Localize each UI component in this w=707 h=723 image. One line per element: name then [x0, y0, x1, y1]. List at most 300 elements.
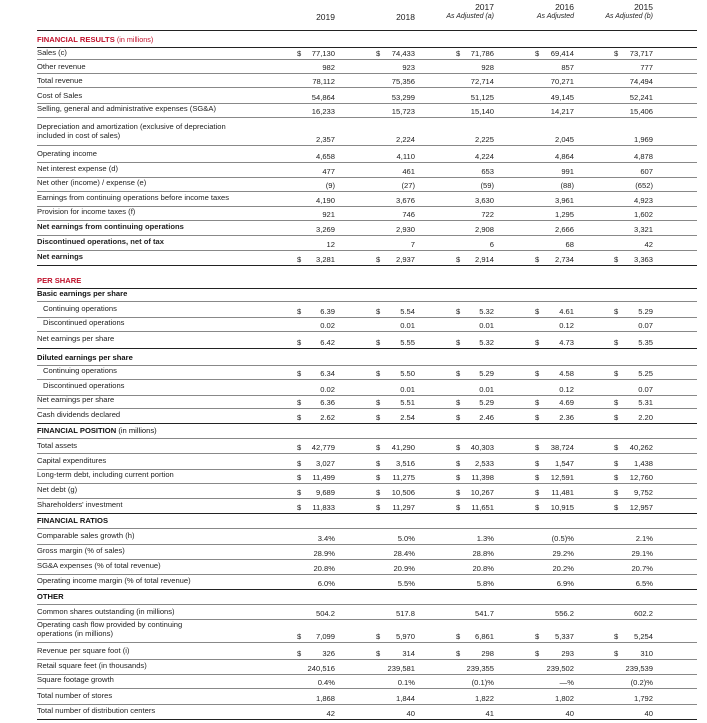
value-cell — [297, 675, 335, 688]
value-cell — [614, 62, 653, 73]
value-cell — [376, 237, 415, 250]
row-35 — [37, 576, 697, 589]
value-cell — [297, 485, 335, 498]
cell-value: 991 — [561, 167, 574, 176]
dollar-sign: $ — [535, 398, 540, 407]
cell-value: 11,481 — [551, 488, 574, 497]
value-cell — [614, 607, 653, 619]
row-label — [37, 395, 114, 407]
cell-value: 477 — [322, 167, 335, 176]
cell-value: 4.61 — [559, 307, 574, 316]
value-cell — [535, 706, 574, 719]
row-label — [43, 304, 117, 316]
value-cell — [614, 304, 653, 317]
cell-value: 29.2% — [552, 549, 574, 558]
cell-value: 6,861 — [474, 632, 494, 641]
cell-value: 6 — [489, 240, 494, 249]
row-label-text: Net debt (g) — [37, 485, 78, 494]
dollar-sign: $ — [535, 503, 540, 512]
value-cell — [456, 91, 494, 103]
value-cell — [376, 441, 415, 453]
cell-value: 5.25 — [638, 369, 653, 378]
row-rule — [37, 73, 697, 74]
cell-value: 20.8% — [472, 564, 494, 573]
value-cell — [614, 149, 653, 162]
value-cell — [376, 304, 415, 317]
value-cell — [614, 222, 653, 235]
cell-value: 653 — [481, 167, 494, 176]
value-cell — [376, 193, 415, 206]
value-cell — [535, 366, 574, 379]
value-cell — [456, 164, 494, 177]
cell-value: 722 — [481, 210, 494, 219]
cell-value: 5,254 — [633, 632, 653, 641]
cell-value: 72,714 — [470, 77, 494, 86]
cell-value: 70,271 — [550, 77, 574, 86]
row-7 — [37, 149, 697, 162]
row-rule — [37, 59, 697, 60]
section-title-text: FINANCIAL RESULTS — [37, 35, 115, 44]
value-cell — [297, 62, 335, 73]
cell-value: 326 — [322, 649, 335, 658]
row-15 — [37, 276, 697, 288]
value-cell — [297, 395, 335, 408]
value-cell — [614, 318, 653, 331]
value-cell — [614, 661, 653, 674]
year-label: 2019 — [316, 12, 335, 22]
dollar-sign: $ — [614, 503, 619, 512]
value-cell — [456, 706, 494, 719]
year-label: 2016 — [555, 2, 574, 12]
value-cell — [614, 456, 653, 469]
row-rule — [37, 589, 697, 590]
header-rule — [37, 30, 697, 31]
row-rule — [37, 423, 697, 424]
value-cell — [456, 485, 494, 498]
value-cell — [535, 193, 574, 206]
cell-value: 239,502 — [546, 664, 574, 673]
cell-value: 239,355 — [466, 664, 494, 673]
row-rule — [37, 162, 697, 163]
year-sublabel: As Adjusted — [536, 13, 574, 20]
cell-value: 2.54 — [400, 413, 415, 422]
value-cell — [376, 576, 415, 589]
value-cell — [614, 561, 653, 574]
row-label — [37, 178, 146, 190]
cell-value: 4,224 — [474, 152, 494, 161]
dollar-sign: $ — [535, 443, 540, 452]
row-rule — [37, 453, 697, 454]
value-cell — [297, 410, 335, 423]
cell-value: 2,533 — [474, 459, 494, 468]
value-cell — [535, 381, 574, 395]
row-19 — [37, 334, 697, 348]
dollar-sign: $ — [297, 459, 302, 468]
value-cell — [297, 193, 335, 206]
dollar-sign: $ — [456, 413, 461, 422]
dollar-sign: $ — [614, 443, 619, 452]
cell-value: 7 — [410, 240, 415, 249]
row-label-text: Comparable sales growth (h) — [37, 531, 135, 540]
dollar-sign: $ — [614, 369, 619, 378]
row-label-text: Total number of distribution centers — [37, 706, 156, 715]
year-header-2015 — [591, 2, 653, 22]
cell-value: 12 — [326, 240, 335, 249]
cell-value: 1,295 — [554, 210, 574, 219]
value-cell — [614, 237, 653, 250]
value-cell — [535, 561, 574, 574]
cell-value: 3.4% — [317, 534, 335, 543]
cell-value: 3,321 — [633, 225, 653, 234]
cell-value: 298 — [481, 649, 494, 658]
value-cell — [456, 500, 494, 513]
row-label-text: SG&A expenses (% of total revenue) — [37, 561, 161, 570]
subsection-title-text: Basic earnings per share — [37, 289, 128, 298]
cell-value: 1,969 — [633, 135, 653, 144]
row-label-text: Discontinued operations — [43, 381, 125, 390]
row-label-text: Selling, general and administrative expenses (SG&A) — [37, 104, 216, 113]
value-cell — [535, 531, 574, 544]
dollar-sign: $ — [614, 649, 619, 658]
row-label-text: Operating income — [37, 149, 97, 158]
dollar-sign: $ — [376, 369, 381, 378]
dollar-sign: $ — [535, 307, 540, 316]
cell-value: 2.20 — [638, 413, 653, 422]
value-cell — [456, 237, 494, 250]
cell-value: 4,864 — [554, 152, 574, 161]
value-cell — [297, 366, 335, 379]
dollar-sign: $ — [456, 49, 461, 58]
value-cell — [456, 561, 494, 574]
cell-value: 5.54 — [400, 307, 415, 316]
row-label — [37, 48, 67, 58]
value-cell — [376, 561, 415, 574]
cell-value: 4.58 — [559, 369, 574, 378]
row-label-text: Capital expenditures — [37, 456, 107, 465]
cell-value: 69,414 — [550, 49, 574, 58]
dollar-sign: $ — [456, 255, 461, 264]
cell-value: 1,868 — [315, 694, 335, 703]
cell-value: 1,438 — [633, 459, 653, 468]
row-label-text: Revenue per square foot (i) — [37, 646, 130, 655]
cell-value: 2,908 — [474, 225, 494, 234]
value-cell — [456, 334, 494, 348]
cell-value: (0.5)% — [551, 534, 574, 543]
value-cell — [535, 164, 574, 177]
row-label-text: Operating income margin (% of total revenue) — [37, 576, 191, 585]
row-label — [37, 546, 125, 558]
value-cell — [614, 706, 653, 719]
value-cell — [456, 456, 494, 469]
row-rule — [37, 301, 697, 302]
row-0 — [37, 35, 697, 47]
dollar-sign: $ — [297, 632, 302, 641]
dollar-sign: $ — [376, 459, 381, 468]
value-cell — [456, 607, 494, 619]
year-header-2016 — [512, 2, 574, 22]
row-label-text: Continuing operations — [43, 366, 117, 375]
value-cell — [376, 62, 415, 73]
value-cell — [535, 395, 574, 408]
row-label — [37, 149, 97, 161]
row-rule — [37, 348, 697, 349]
cell-value: 0.02 — [320, 385, 335, 394]
value-cell — [614, 164, 653, 177]
value-cell — [614, 395, 653, 408]
year-sublabel: As Adjusted (a) — [446, 13, 494, 20]
cell-value: 11,499 — [312, 473, 335, 482]
dollar-sign: $ — [614, 307, 619, 316]
row-9 — [37, 178, 697, 191]
value-cell — [535, 576, 574, 589]
dollar-sign: $ — [535, 49, 540, 58]
value-cell — [376, 500, 415, 513]
cell-value: 10,506 — [391, 488, 415, 497]
row-label-text-line2: operations (in millions) — [37, 629, 113, 638]
row-18 — [37, 318, 697, 331]
dollar-sign: $ — [535, 369, 540, 378]
cell-value: (9) — [325, 181, 335, 190]
value-cell — [614, 691, 653, 704]
row-rule — [37, 250, 697, 251]
value-cell — [535, 607, 574, 619]
value-cell — [297, 546, 335, 559]
dollar-sign: $ — [376, 398, 381, 407]
dollar-sign: $ — [297, 488, 302, 497]
value-cell — [456, 620, 494, 642]
cell-value: 2,930 — [395, 225, 415, 234]
value-cell — [297, 237, 335, 250]
year-header-2018 — [353, 12, 415, 22]
cell-value: 0.4% — [317, 678, 335, 687]
value-cell — [376, 178, 415, 191]
value-cell — [456, 207, 494, 220]
value-cell — [535, 91, 574, 103]
row-label — [37, 500, 122, 512]
cell-value: (652) — [635, 181, 653, 190]
year-sublabel: As Adjusted (b) — [605, 13, 653, 20]
subsection-title-suffix: (in millions) — [118, 426, 157, 435]
row-label — [37, 62, 86, 72]
row-10 — [37, 193, 697, 206]
cell-value: 5,970 — [395, 632, 415, 641]
row-rule — [37, 544, 697, 545]
row-33 — [37, 546, 697, 559]
cell-value: 16,233 — [311, 107, 335, 116]
cell-value: 15,140 — [470, 107, 494, 116]
cell-value: 2,914 — [474, 255, 494, 264]
cell-value: 504.2 — [315, 609, 335, 618]
row-rule — [37, 528, 697, 529]
row-label — [37, 193, 229, 205]
dollar-sign: $ — [535, 459, 540, 468]
cell-value: 3,363 — [633, 255, 653, 264]
row-label-text: Shareholders' investment — [37, 500, 123, 509]
cell-value: 6.5% — [635, 579, 653, 588]
row-1 — [37, 48, 697, 59]
dollar-sign: $ — [376, 307, 381, 316]
value-cell — [535, 456, 574, 469]
dollar-sign: $ — [535, 413, 540, 422]
value-cell — [376, 104, 415, 117]
value-cell — [614, 104, 653, 117]
cell-value: 53,299 — [391, 93, 415, 102]
value-cell — [376, 691, 415, 704]
cell-value: 607 — [640, 167, 653, 176]
row-label — [37, 620, 182, 641]
cell-value: 29.1% — [631, 549, 653, 558]
row-label-text: Total assets — [37, 441, 78, 450]
value-cell — [535, 207, 574, 220]
row-32 — [37, 531, 697, 544]
row-31 — [37, 516, 697, 528]
cell-value: 4,923 — [633, 196, 653, 205]
dollar-sign: $ — [376, 632, 381, 641]
row-rule — [37, 704, 697, 705]
cell-value: 0.1% — [397, 678, 415, 687]
value-cell — [456, 691, 494, 704]
dollar-sign: $ — [456, 632, 461, 641]
value-cell — [376, 76, 415, 87]
cell-value: 28.9% — [313, 549, 335, 558]
section-title — [37, 35, 153, 46]
row-label — [37, 222, 184, 234]
cell-value: 15,406 — [629, 107, 653, 116]
dollar-sign: $ — [614, 632, 619, 641]
year-header-2017 — [432, 2, 494, 22]
row-label — [37, 691, 112, 703]
cell-value: 5.29 — [479, 398, 494, 407]
row-label-text: Long-term debt, including current portion — [37, 470, 174, 479]
value-cell — [614, 546, 653, 559]
cell-value: 541.7 — [474, 609, 494, 618]
row-40 — [37, 661, 697, 674]
value-cell — [456, 576, 494, 589]
row-label — [43, 318, 124, 330]
value-cell — [614, 48, 653, 59]
value-cell — [376, 164, 415, 177]
row-label — [37, 252, 83, 264]
value-cell — [535, 104, 574, 117]
value-cell — [614, 485, 653, 498]
cell-value: 6.0% — [317, 579, 335, 588]
row-21 — [37, 366, 697, 379]
row-rule — [37, 117, 697, 118]
dollar-sign: $ — [614, 488, 619, 497]
value-cell — [614, 500, 653, 513]
cell-value: 2,045 — [554, 135, 574, 144]
cell-value: 5,337 — [554, 632, 574, 641]
row-5 — [37, 104, 697, 117]
cell-value: 40 — [406, 709, 415, 718]
year-label: 2017 — [475, 2, 494, 12]
value-cell — [456, 178, 494, 191]
value-cell — [614, 193, 653, 206]
dollar-sign: $ — [297, 413, 302, 422]
year-label: 2018 — [396, 12, 415, 22]
dollar-sign: $ — [614, 459, 619, 468]
row-label-text: Net earnings per share — [37, 395, 115, 404]
cell-value: 2,357 — [315, 135, 335, 144]
row-label — [37, 104, 216, 116]
row-3 — [37, 76, 697, 87]
value-cell — [376, 646, 415, 659]
dollar-sign: $ — [614, 255, 619, 264]
cell-value: 0.01 — [400, 385, 415, 394]
value-cell — [376, 252, 415, 265]
row-label-text: Gross margin (% of sales) — [37, 546, 125, 555]
value-cell — [614, 441, 653, 453]
value-cell — [456, 366, 494, 379]
cell-value: 54,864 — [311, 93, 335, 102]
cell-value: 602.2 — [633, 609, 653, 618]
cell-value: 6.9% — [556, 579, 574, 588]
dollar-sign: $ — [376, 49, 381, 58]
value-cell — [535, 675, 574, 688]
cell-value: 28.8% — [472, 549, 494, 558]
row-41 — [37, 675, 697, 688]
cell-value: 4,658 — [315, 152, 335, 161]
value-cell — [456, 193, 494, 206]
cell-value: 461 — [402, 167, 415, 176]
value-cell — [297, 531, 335, 544]
row-24 — [37, 410, 697, 423]
value-cell — [456, 318, 494, 331]
row-rule — [37, 265, 697, 266]
cell-value: 3,281 — [315, 255, 335, 264]
cell-value: 20.8% — [313, 564, 335, 573]
row-label — [37, 441, 77, 452]
row-rule — [37, 235, 697, 236]
row-label — [37, 576, 191, 588]
value-cell — [456, 675, 494, 688]
value-cell — [297, 207, 335, 220]
section-title-text: PER SHARE — [37, 276, 82, 285]
dollar-sign: $ — [456, 649, 461, 658]
row-14 — [37, 252, 697, 265]
row-6 — [37, 122, 697, 145]
value-cell — [535, 318, 574, 331]
cell-value: 1,844 — [395, 694, 415, 703]
value-cell — [297, 576, 335, 589]
cell-value: 42 — [644, 240, 653, 249]
cell-value: 4,878 — [633, 152, 653, 161]
cell-value: 2.36 — [559, 413, 574, 422]
row-27 — [37, 456, 697, 469]
cell-value: 49,145 — [550, 93, 574, 102]
dollar-sign: $ — [535, 649, 540, 658]
value-cell — [297, 122, 335, 145]
dollar-sign: $ — [297, 443, 302, 452]
cell-value: 3,676 — [395, 196, 415, 205]
row-label — [37, 164, 118, 176]
row-label — [37, 561, 161, 573]
cell-value: 41 — [485, 709, 494, 718]
cell-value: 11,651 — [471, 503, 494, 512]
value-cell — [535, 470, 574, 483]
cell-value: 11,275 — [392, 473, 415, 482]
year-label: 2015 — [634, 2, 653, 12]
row-label — [37, 607, 175, 618]
value-cell — [614, 178, 653, 191]
cell-value: 20.2% — [552, 564, 574, 573]
cell-value: 314 — [402, 649, 415, 658]
cell-value: 928 — [481, 63, 494, 72]
row-label-text: Sales (c) — [37, 48, 67, 57]
value-cell — [614, 576, 653, 589]
row-rule — [37, 574, 697, 575]
row-34 — [37, 561, 697, 574]
